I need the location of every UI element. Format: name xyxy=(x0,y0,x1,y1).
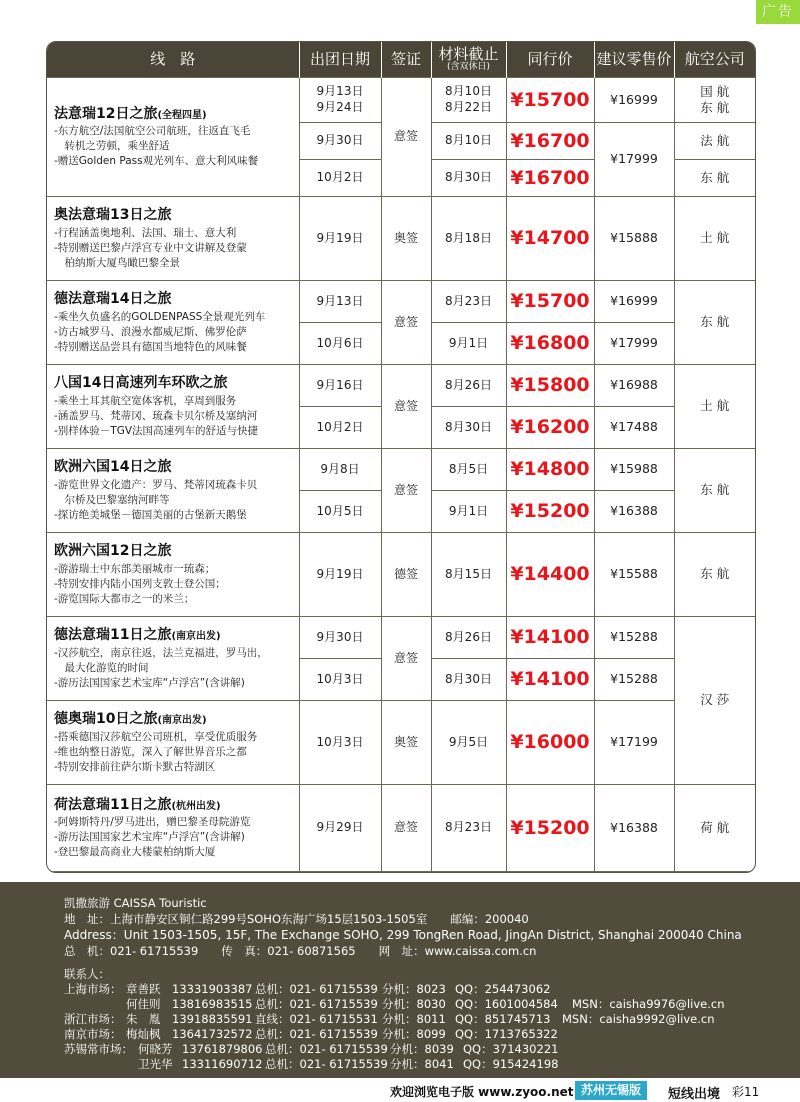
material-cell: 8月26日 xyxy=(431,617,506,659)
material-cell: 8月10日 8月22日 xyxy=(431,78,506,123)
header-retail: 建议零售价 xyxy=(594,42,674,78)
visa-cell: 德签 xyxy=(381,533,431,617)
header-agent-price: 同行价 xyxy=(506,42,594,78)
contact-name: 章善跃 xyxy=(126,982,161,996)
agent-price-cell: ¥15200 xyxy=(506,785,594,872)
contact-qq: QQ：371430221 xyxy=(463,1042,559,1056)
retail-cell: ¥15288 xyxy=(594,659,674,701)
contact-ext: 分机：8039 xyxy=(390,1042,454,1056)
agent-price-cell: ¥16800 xyxy=(506,323,594,365)
contact-ext: 分机：8023 xyxy=(382,982,446,996)
contact-main-line: 总机：021- 61715539 xyxy=(255,1027,378,1041)
contact-main-line: 总机：021- 61715539 xyxy=(265,1057,388,1071)
material-cell: 9月5日 xyxy=(431,701,506,785)
date-cell: 9月19日 xyxy=(299,533,381,617)
contact-ext: 分机：8099 xyxy=(382,1027,446,1041)
edition-tag: 苏州无锡版 xyxy=(575,1081,647,1100)
agent-price-cell: ¥15700 xyxy=(506,281,594,323)
agent-price-cell: ¥14400 xyxy=(506,533,594,617)
visa-cell: 奥签 xyxy=(381,701,431,785)
agent-price-cell: ¥14700 xyxy=(506,197,594,281)
route-cell xyxy=(47,78,299,197)
agent-price-cell: ¥14800 xyxy=(506,449,594,491)
date-cell: 9月29日 xyxy=(299,785,381,872)
page-number: 彩11 xyxy=(732,1085,760,1099)
route-feature: -游历法国国家艺术宝库“卢浮宫”(含讲解) xyxy=(54,831,245,844)
material-cell: 8月15日 xyxy=(431,533,506,617)
contact-mobile: 13761879806 xyxy=(182,1042,263,1056)
route-feature: -特别安排前往萨尔斯卡默古特湖区 xyxy=(54,760,216,773)
agent-price-cell: ¥16000 xyxy=(506,701,594,785)
agent-price-cell: ¥14100 xyxy=(506,659,594,701)
date-cell: 9月19日 xyxy=(299,197,381,281)
visa-cell: 意签 xyxy=(381,365,431,449)
date-cell: 10月3日 xyxy=(299,701,381,785)
material-cell: 8月23日 xyxy=(431,281,506,323)
contact-ext: 分机：8041 xyxy=(390,1057,454,1071)
price-table xyxy=(46,41,756,873)
contact-qq: QQ：915424198 xyxy=(463,1057,559,1071)
route-feature: -探访绝美城堡－德国美丽的古堡新天鹅堡 xyxy=(54,508,247,521)
route-cell xyxy=(47,785,299,872)
route-feature: -访古城罗马、浪漫水都威尼斯、佛罗伦萨 xyxy=(54,325,247,338)
material-cell: 8月30日 xyxy=(431,659,506,701)
date-cell: 9月13日 xyxy=(299,281,381,323)
date-cell: 10月6日 xyxy=(299,323,381,365)
material-cell: 8月26日 xyxy=(431,365,506,407)
header-date: 出团日期 xyxy=(299,42,381,78)
retail-cell: ¥16999 xyxy=(594,281,674,323)
route-feature: 柏纳斯大厦鸟瞰巴黎全景 xyxy=(54,256,180,269)
route-cell xyxy=(47,701,299,785)
material-cell: 8月18日 xyxy=(431,197,506,281)
table-row xyxy=(47,701,755,785)
agent-price-cell: ¥15700 xyxy=(506,78,594,123)
airline-cell: 土 航 xyxy=(674,197,755,281)
route-feature: -阿姆斯特丹/罗马进出，赠巴黎圣母院游览 xyxy=(54,816,251,829)
agent-price-cell: ¥16700 xyxy=(506,123,594,160)
airline-cell: 东 航 xyxy=(674,281,755,365)
phone-info: 总 机：021- 61715539 传 真：021- 60871565 网 址：www.caissa.com.cn xyxy=(64,944,537,958)
contact-main-line: 总机：021- 61715539 xyxy=(255,997,378,1011)
contact-mobile: 13816983515 xyxy=(172,997,253,1011)
agent-price-cell: ¥16700 xyxy=(506,160,594,197)
date-cell: 10月5日 xyxy=(299,491,381,533)
ad-tag: 广告 xyxy=(756,0,800,24)
visa-cell: 意签 xyxy=(381,785,431,872)
contact-qq: QQ：851745713 xyxy=(455,1012,551,1026)
route-title: 德法意瑞14日之旅 xyxy=(54,291,172,308)
table-row xyxy=(47,197,755,281)
route-feature: -搭乘德国汉莎航空公司班机，享受优质服务 xyxy=(54,730,258,743)
route-feature: -乘坐久负盛名的GOLDENPASS全景观光列车 xyxy=(54,310,266,323)
retail-cell: ¥17199 xyxy=(594,701,674,785)
airline-cell: 国 航 东 航 xyxy=(674,78,755,123)
contact-name: 何佳则 xyxy=(126,997,161,1011)
route-feature: -维也纳整日游览，深入了解世界音乐之都 xyxy=(54,745,247,758)
retail-cell: ¥16388 xyxy=(594,785,674,872)
route-title: 荷法意瑞11日之旅(杭州出发) xyxy=(54,796,221,813)
visa-cell: 意签 xyxy=(381,281,431,365)
route-feature: -游游瑞士中东部美丽城市一琉森； xyxy=(54,562,216,575)
contact-mobile: 13331903387 xyxy=(172,982,253,996)
airline-cell: 法 航 xyxy=(674,123,755,160)
address-cn: 地 址：上海市静安区铜仁路299号SOHO东海广场15层1503-1505室 邮编：200040 xyxy=(64,912,529,926)
contact-qq: QQ：1601004584 xyxy=(455,997,558,1011)
contact-market: 南京市场： xyxy=(64,1027,122,1041)
route-cell xyxy=(47,449,299,533)
contact-mobile: 13311690712 xyxy=(182,1057,263,1071)
route-title: 欧洲六国12日之旅 xyxy=(54,543,172,560)
contact-qq: QQ：1713765322 xyxy=(455,1027,558,1041)
header-material xyxy=(431,42,506,78)
route-feature: 尔桥及巴黎塞纳河畔等 xyxy=(54,493,170,506)
date-cell: 10月2日 xyxy=(299,407,381,449)
date-cell: 9月30日 xyxy=(299,123,381,160)
contacts-label: 联系人： xyxy=(64,967,110,981)
material-cell: 8月5日 xyxy=(431,449,506,491)
agent-price-cell: ¥16200 xyxy=(506,407,594,449)
route-cell xyxy=(47,617,299,701)
airline-cell: 东 航 xyxy=(674,533,755,617)
header-airline: 航空公司 xyxy=(674,42,755,78)
table-row xyxy=(47,449,755,491)
route-feature: -汉莎航空，南京往返，法兰克福进，罗马出， xyxy=(54,646,268,659)
material-cell: 8月10日 xyxy=(431,123,506,160)
route-feature: -游览世界文化遗产：罗马、梵蒂冈琉森卡贝 xyxy=(54,478,258,491)
route-feature: -东方航空/法国航空公司航班，往返直飞毛 xyxy=(54,125,251,138)
visa-cell: 意签 xyxy=(381,449,431,533)
agent-price-cell: ¥15200 xyxy=(506,491,594,533)
header-visa: 签证 xyxy=(381,42,431,78)
route-title: 奥法意瑞13日之旅 xyxy=(54,207,172,224)
airline-cell: 东 航 xyxy=(674,449,755,533)
contact-main-line: 直线：021- 61715531 xyxy=(255,1012,378,1026)
table-row xyxy=(47,533,755,617)
table-row xyxy=(47,78,755,123)
contact-mobile: 13918835591 xyxy=(172,1012,253,1026)
retail-cell: ¥16988 xyxy=(594,365,674,407)
route-feature: 转机之劳顿，乘坐舒适 xyxy=(54,140,170,153)
table-header xyxy=(47,42,755,78)
visa-cell: 意签 xyxy=(381,78,431,197)
route-cell xyxy=(47,365,299,449)
route-title: 德法意瑞11日之旅(南京出发) xyxy=(54,627,221,644)
welcome-link[interactable]: 欢迎浏览电子版 www.zyoo.net xyxy=(390,1085,574,1099)
retail-cell: ¥15888 xyxy=(594,197,674,281)
agent-price-cell: ¥15800 xyxy=(506,365,594,407)
table-row xyxy=(47,365,755,407)
contact-qq: QQ：254473062 xyxy=(455,982,551,996)
header-material-main: 材料截止 xyxy=(438,45,499,64)
contact-msn: MSN：caisha9976@live.cn xyxy=(572,997,725,1011)
address-en: Address：Unit 1503-1505, 15F, The Exchange SOHO, 299 TongRen Road, JingAn District, Shanghai 200040 China xyxy=(64,928,742,942)
contact-market: 苏锡常市场： xyxy=(64,1042,133,1056)
route-title: 法意瑞12日之旅(全程四星) xyxy=(54,105,207,122)
date-cell: 9月13日 9月24日 xyxy=(299,78,381,123)
date-cell: 9月16日 xyxy=(299,365,381,407)
material-cell: 8月30日 xyxy=(431,160,506,197)
contact-main-line: 总机：021- 61715539 xyxy=(255,982,378,996)
material-cell: 9月1日 xyxy=(431,491,506,533)
retail-cell: ¥17999 xyxy=(594,123,674,197)
date-cell: 10月2日 xyxy=(299,160,381,197)
contact-market: 浙江市场： xyxy=(64,1012,122,1026)
visa-cell: 意签 xyxy=(381,617,431,701)
route-title: 德奥瑞10日之旅(南京出发) xyxy=(54,711,207,728)
contact-name: 梅灿枫 xyxy=(126,1027,161,1041)
route-title: 欧洲六国14日之旅 xyxy=(54,459,172,476)
contact-market: 上海市场： xyxy=(64,982,122,996)
retail-cell: ¥17999 xyxy=(594,323,674,365)
airline-cell: 土 航 xyxy=(674,365,755,449)
section-title: 短线出境 xyxy=(668,1087,721,1102)
material-cell: 8月23日 xyxy=(431,785,506,872)
retail-cell: ¥15288 xyxy=(594,617,674,659)
table-row xyxy=(47,281,755,323)
date-cell: 10月3日 xyxy=(299,659,381,701)
bottom-bar xyxy=(0,1081,800,1100)
route-feature: -别样体验－TGV法国高速列车的舒适与快捷 xyxy=(54,424,259,437)
airline-cell: 东 航 xyxy=(674,160,755,197)
contact-main-line: 总机：021- 61715539 xyxy=(265,1042,388,1056)
table-row xyxy=(47,617,755,659)
date-cell: 9月8日 xyxy=(299,449,381,491)
contact-msn: MSN：caisha9992@live.cn xyxy=(562,1012,715,1026)
route-cell xyxy=(47,281,299,365)
contact-name: 卫光华 xyxy=(138,1057,173,1071)
route-feature: -游历法国国家艺术宝库“卢浮宫”(含讲解) xyxy=(54,676,245,689)
route-cell xyxy=(47,533,299,617)
retail-cell: ¥15588 xyxy=(594,533,674,617)
contact-name: 何晓芳 xyxy=(138,1042,173,1056)
retail-cell: ¥16388 xyxy=(594,491,674,533)
route-feature: -特别赠送巴黎卢浮宫专业中文讲解及登蒙 xyxy=(54,241,247,254)
route-feature: 最大化游览的时间 xyxy=(54,661,149,674)
route-feature: -涵盖罗马、梵蒂冈、琉森卡贝尔桥及塞纳河 xyxy=(54,409,258,422)
company-footer xyxy=(0,882,800,1078)
route-title: 八国14日高速列车环欧之旅 xyxy=(54,375,228,392)
route-feature: -登巴黎最高商业大楼蒙柏纳斯大厦 xyxy=(54,846,216,859)
table-row xyxy=(47,785,755,872)
company-name: 凯撒旅游 CAISSA Touristic xyxy=(64,896,207,910)
header-route: 线 路 xyxy=(47,42,299,78)
retail-cell: ¥15988 xyxy=(594,449,674,491)
header-material-sub: (含双休日) xyxy=(446,61,491,72)
contact-name: 朱 胤 xyxy=(126,1012,161,1026)
visa-cell: 奥签 xyxy=(381,197,431,281)
route-feature: -游览国际大都市之一的米兰； xyxy=(54,592,195,605)
date-cell: 9月30日 xyxy=(299,617,381,659)
material-cell: 9月1日 xyxy=(431,323,506,365)
route-feature: -行程涵盖奥地利、法国、瑞士、意大利 xyxy=(54,226,237,239)
route-feature: -赠送Golden Pass观光列车、意大利风味餐 xyxy=(54,155,259,168)
route-feature: -乘坐土耳其航空宽体客机，享周到服务 xyxy=(54,394,237,407)
material-cell: 8月30日 xyxy=(431,407,506,449)
route-cell xyxy=(47,197,299,281)
contact-mobile: 13641732572 xyxy=(172,1027,253,1041)
agent-price-cell: ¥14100 xyxy=(506,617,594,659)
airline-cell: 汉 莎 xyxy=(674,617,755,785)
contact-ext: 分机：8011 xyxy=(382,1012,446,1026)
contact-ext: 分机：8030 xyxy=(382,997,446,1011)
retail-cell: ¥17488 xyxy=(594,407,674,449)
airline-cell: 荷 航 xyxy=(674,785,755,872)
route-feature: -特别安排内陆小国列支敦士登公国； xyxy=(54,577,226,590)
route-feature: -特别赠送品尝具有德国当地特色的风味餐 xyxy=(54,340,247,353)
retail-cell: ¥16999 xyxy=(594,78,674,123)
